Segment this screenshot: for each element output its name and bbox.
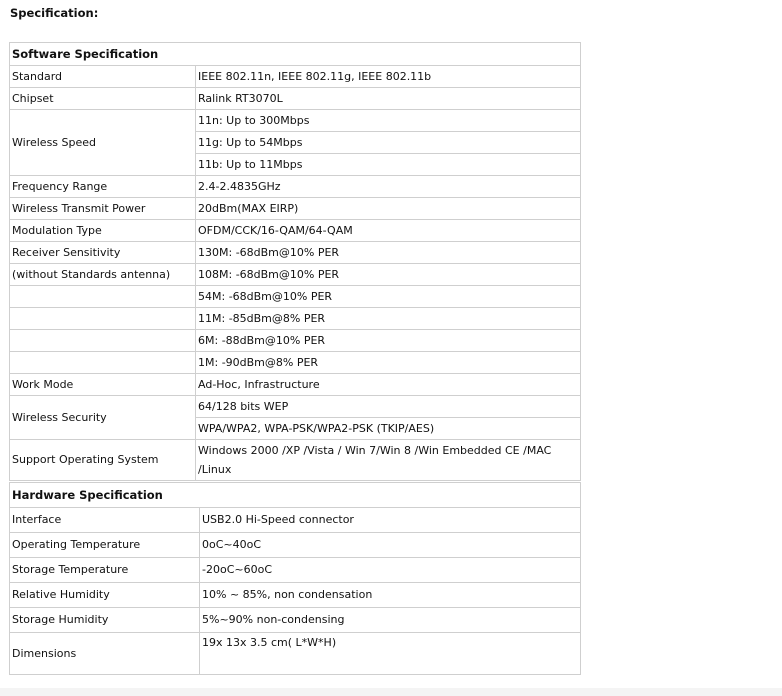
spec-value: 11n: Up to 300Mbps xyxy=(196,110,581,132)
spec-label: Wireless Transmit Power xyxy=(10,198,196,220)
spec-row-operating-temperature xyxy=(10,533,581,558)
spec-value: WPA/WPA2, WPA-PSK/WPA2-PSK (TKIP/AES) xyxy=(196,418,581,440)
spec-value: 2.4-2.4835GHz xyxy=(196,176,581,198)
spec-row-storage-temperature xyxy=(10,558,581,583)
spec-value: 11M: -85dBm@8% PER xyxy=(196,308,581,330)
spec-row-relative-humidity xyxy=(10,583,581,608)
page-bottom-strip xyxy=(0,688,782,696)
spec-value: 11g: Up to 54Mbps xyxy=(196,132,581,154)
spec-row-transmit-power xyxy=(10,198,581,220)
spec-row-receiver-sensitivity xyxy=(10,264,581,286)
spec-value: 10% ~ 85%, non condensation xyxy=(200,583,581,608)
spec-value: Windows 2000 /XP /Vista / Win 7/Win 8 /Win Embedded CE /MAC /Linux xyxy=(196,440,581,481)
spec-row-receiver-sensitivity xyxy=(10,330,581,352)
spec-row-chipset xyxy=(10,88,581,110)
spec-value: 1M: -90dBm@8% PER xyxy=(196,352,581,374)
spec-label: Relative Humidity xyxy=(10,583,200,608)
spec-label: Operating Temperature xyxy=(10,533,200,558)
hardware-heading-row xyxy=(10,483,581,508)
spec-row-interface xyxy=(10,508,581,533)
spec-value: 54M: -68dBm@10% PER xyxy=(196,286,581,308)
spec-row-modulation xyxy=(10,220,581,242)
spec-row-os xyxy=(10,440,581,481)
spec-label: Wireless Speed xyxy=(10,110,196,176)
spec-value: 11b: Up to 11Mbps xyxy=(196,154,581,176)
spec-value: Ad-Hoc, Infrastructure xyxy=(196,374,581,396)
spec-label: Interface xyxy=(10,508,200,533)
spec-row-work-mode xyxy=(10,374,581,396)
spec-row-storage-humidity xyxy=(10,608,581,633)
spec-row-standard xyxy=(10,66,581,88)
spec-value: -20oC~60oC xyxy=(200,558,581,583)
spec-value: USB2.0 Hi-Speed connector xyxy=(200,508,581,533)
spec-value: 0oC~40oC xyxy=(200,533,581,558)
spec-row-dimensions xyxy=(10,633,581,675)
hardware-heading: Hardware Specification xyxy=(10,483,581,508)
spec-label: Chipset xyxy=(10,88,196,110)
spec-row-wireless-speed xyxy=(10,110,581,132)
spec-row-receiver-sensitivity xyxy=(10,308,581,330)
spec-label-empty xyxy=(10,308,196,330)
spec-row-receiver-sensitivity xyxy=(10,352,581,374)
spec-label: Storage Temperature xyxy=(10,558,200,583)
spec-label: Storage Humidity xyxy=(10,608,200,633)
spec-value: 5%~90% non-condensing xyxy=(200,608,581,633)
spec-label: Dimensions xyxy=(10,633,200,675)
spec-label-empty xyxy=(10,352,196,374)
spec-value: 20dBm(MAX EIRP) xyxy=(196,198,581,220)
spec-label-empty xyxy=(10,286,196,308)
spec-value: Ralink RT3070L xyxy=(196,88,581,110)
spec-label: (without Standards antenna) xyxy=(10,264,196,286)
software-heading: Software Specification xyxy=(10,43,581,66)
page-title: Specification: xyxy=(10,6,99,20)
spec-label: Standard xyxy=(10,66,196,88)
spec-value: 64/128 bits WEP xyxy=(196,396,581,418)
spec-label: Frequency Range xyxy=(10,176,196,198)
spec-label: Work Mode xyxy=(10,374,196,396)
spec-value: 130M: -68dBm@10% PER xyxy=(196,242,581,264)
hardware-spec-table xyxy=(9,482,581,675)
software-heading-row xyxy=(10,43,581,66)
software-spec-table xyxy=(9,42,581,481)
spec-row-receiver-sensitivity xyxy=(10,242,581,264)
spec-value: OFDM/CCK/16-QAM/64-QAM xyxy=(196,220,581,242)
spec-label: Receiver Sensitivity xyxy=(10,242,196,264)
spec-row-frequency-range xyxy=(10,176,581,198)
spec-label-empty xyxy=(10,330,196,352)
specification-tables xyxy=(9,42,580,675)
spec-value: 108M: -68dBm@10% PER xyxy=(196,264,581,286)
spec-value: 19x 13x 3.5 cm( L*W*H) xyxy=(200,633,581,675)
spec-label: Support Operating System xyxy=(10,440,196,481)
spec-value: IEEE 802.11n, IEEE 802.11g, IEEE 802.11b xyxy=(196,66,581,88)
spec-row-wireless-security xyxy=(10,396,581,418)
spec-label: Modulation Type xyxy=(10,220,196,242)
spec-label: Wireless Security xyxy=(10,396,196,440)
spec-value: 6M: -88dBm@10% PER xyxy=(196,330,581,352)
spec-row-receiver-sensitivity xyxy=(10,286,581,308)
